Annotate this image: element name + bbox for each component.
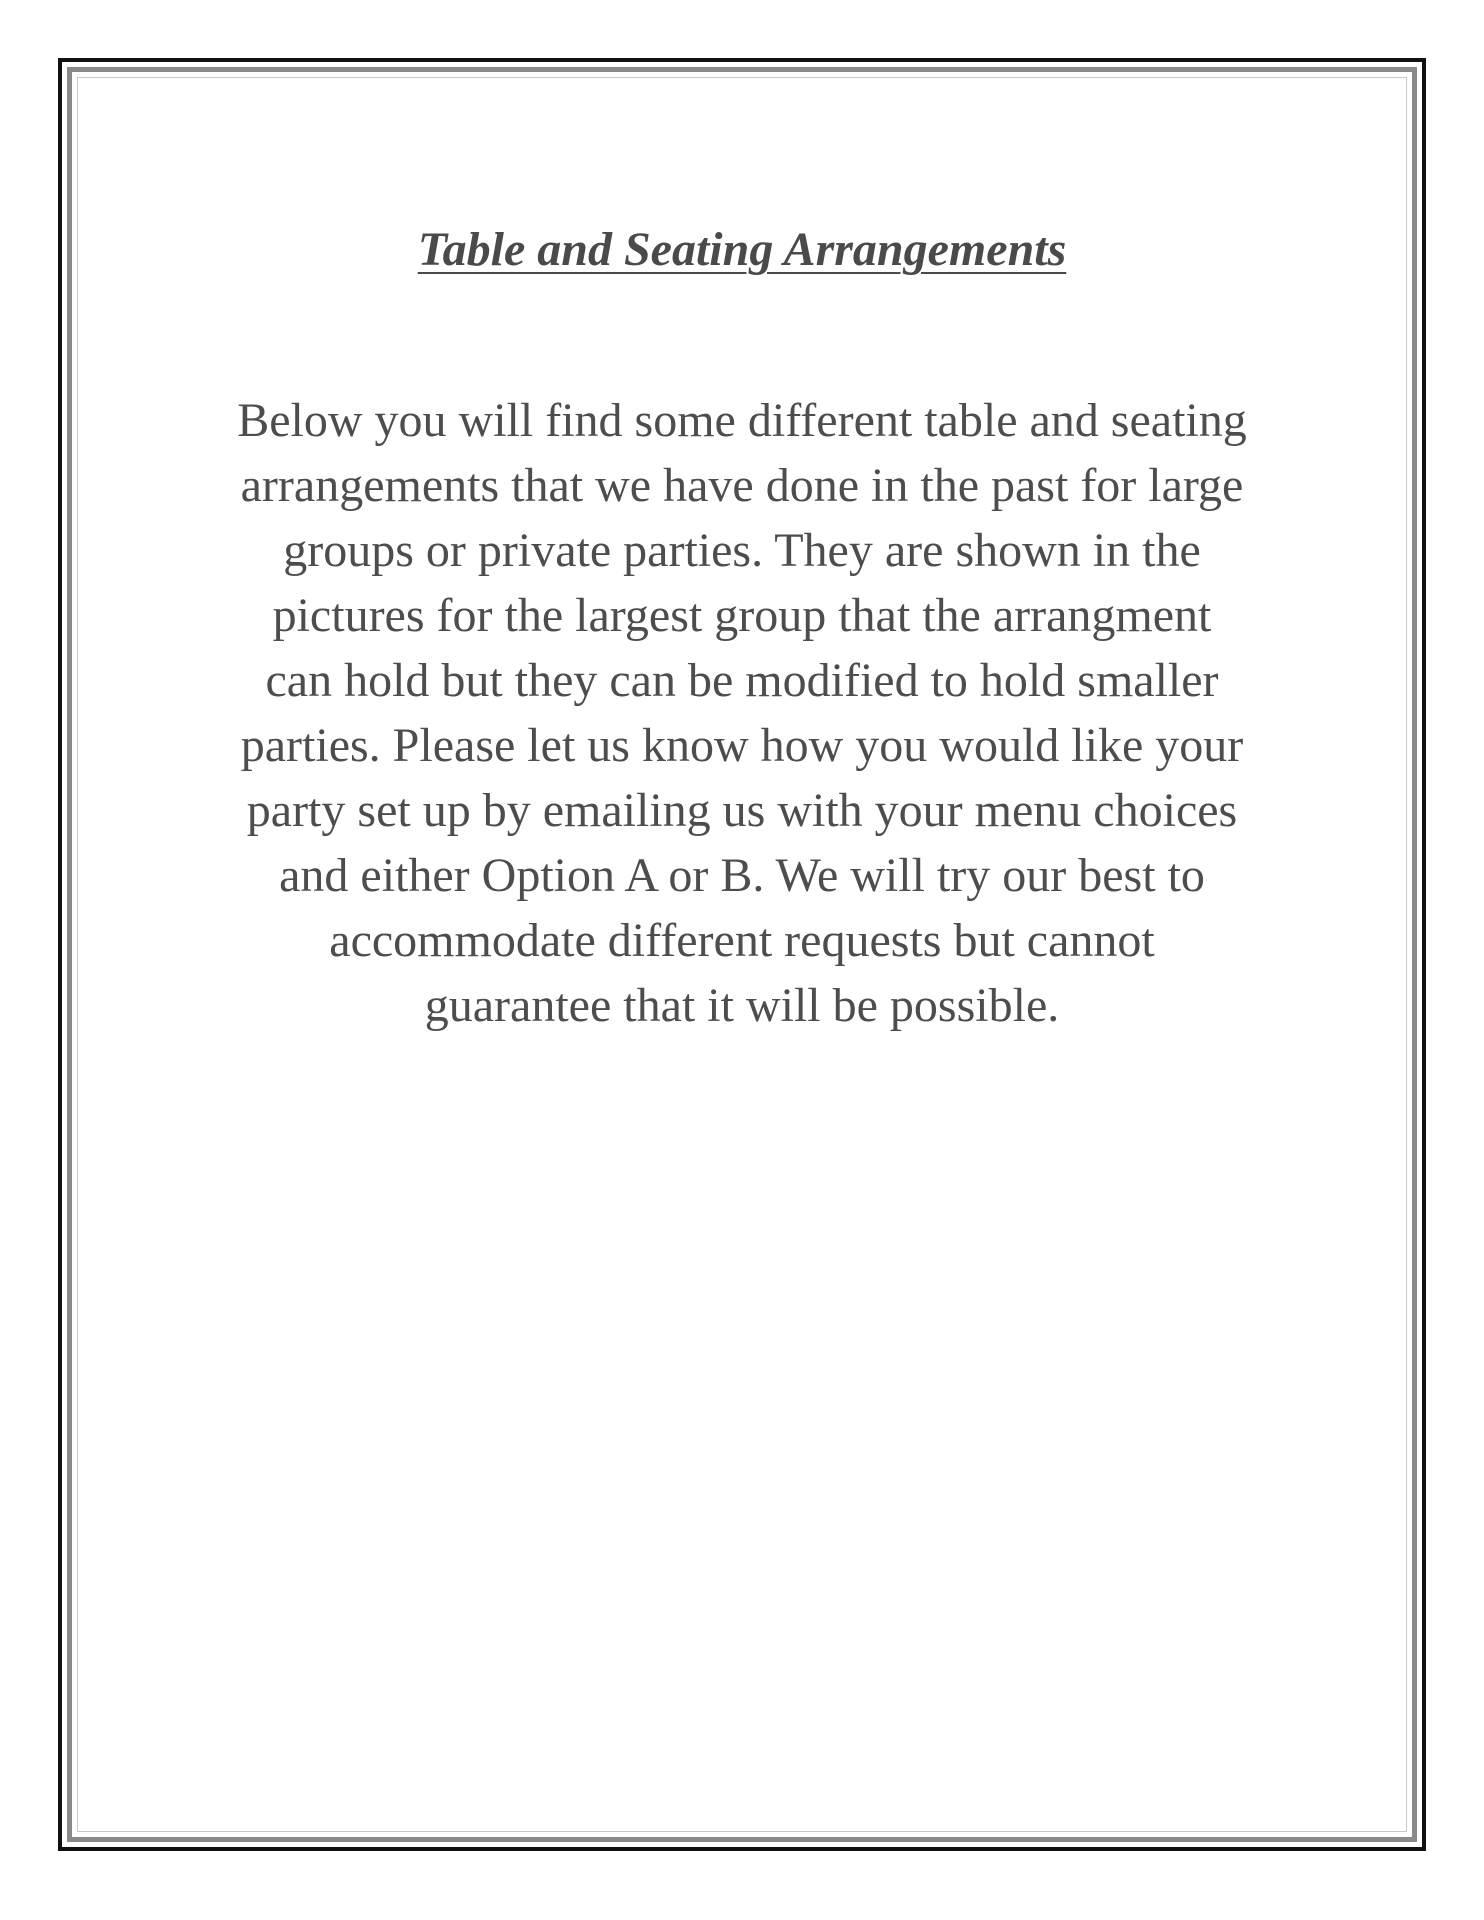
body-line: parties. Please let us know how you would like your [240, 719, 1244, 772]
body-line: party set up by emailing us with your menu choices [246, 784, 1238, 837]
body-line: arrangements that we have done in the past for large [240, 459, 1244, 512]
body-line: pictures for the largest group that the arrangment [272, 589, 1212, 642]
body-paragraph [150, 388, 1334, 1038]
body-line: groups or private parties. They are shown in the [283, 524, 1201, 577]
body-line: and either Option A or B. We will try our best to [279, 849, 1205, 902]
body-line: Below you will find some different table and seating [237, 394, 1247, 447]
page-title-text: Table and Seating Arrangements [417, 223, 1067, 276]
body-line: guarantee that it will be possible. [424, 979, 1060, 1032]
body-line: can hold but they can be modified to hold smaller [265, 654, 1219, 707]
body-line: accommodate different requests but cannot [329, 914, 1155, 967]
page-title [0, 222, 1484, 277]
